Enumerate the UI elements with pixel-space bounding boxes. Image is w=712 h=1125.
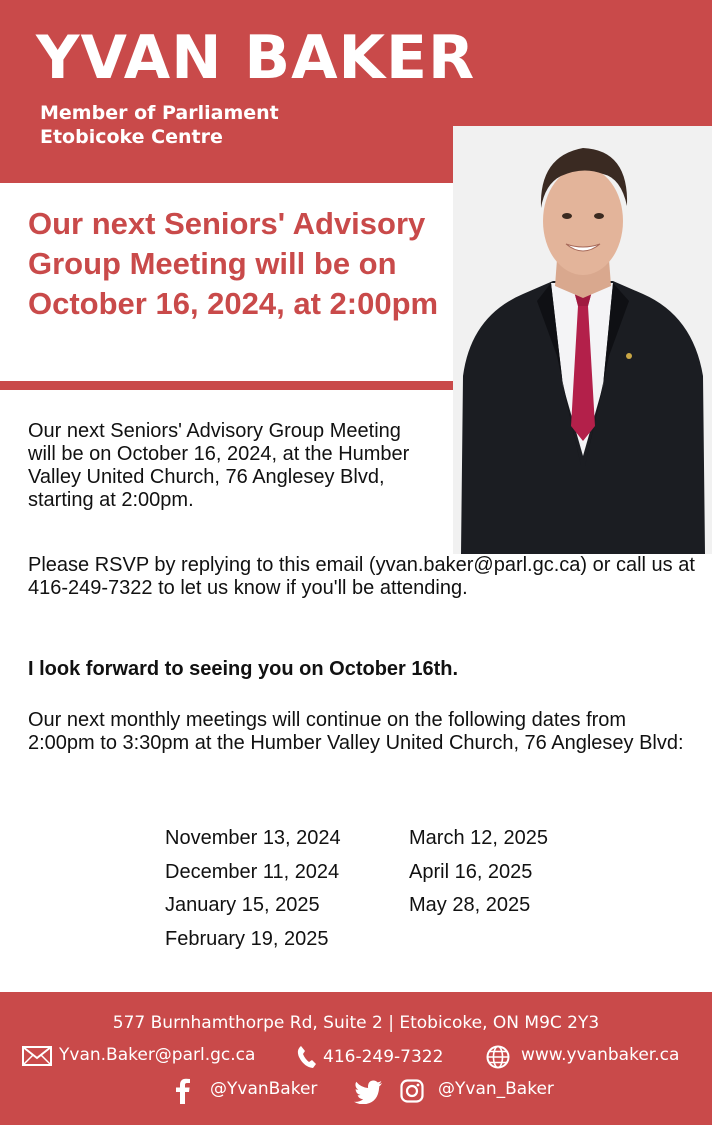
- phone-icon: [296, 1045, 316, 1073]
- list-item: February 19, 2025: [165, 927, 329, 950]
- facebook-icon[interactable]: [176, 1078, 190, 1108]
- envelope-icon: [22, 1046, 52, 1070]
- future-meetings-paragraph: Our next monthly meetings will continue on the following dates from 2:00pm to 3:30pm at the Humber Valley United Church, 76 Anglesey Blvd:: [28, 709, 684, 754]
- list-item: April 16, 2025: [409, 860, 533, 883]
- list-item: May 28, 2025: [409, 894, 531, 916]
- instagram-handle[interactable]: @Yvan_Baker: [438, 1079, 554, 1099]
- dates-list-left: [165, 822, 341, 956]
- office-address: 577 Burnhamthorpe Rd, Suite 2 | Etobicoke, ON M9C 2Y3: [112, 1013, 600, 1033]
- mp-name: YVAN BAKER: [36, 23, 476, 93]
- twitter-icon[interactable]: [353, 1080, 383, 1108]
- closing-paragraph: I look forward to seeing you on October 16th.: [28, 658, 459, 680]
- rsvp-paragraph: Please RSVP by replying to this email (yvan.baker@parl.gc.ca) or call us at 416-249-7322 to let us know if you'll be attending.: [28, 554, 695, 599]
- list-item: January 15, 2025: [165, 894, 320, 916]
- list-item: November 13, 2024: [165, 827, 341, 849]
- dates-list-right: [409, 822, 548, 923]
- mp-title: Member of Parliament: [40, 102, 279, 124]
- mp-riding: Etobicoke Centre: [40, 126, 223, 148]
- instagram-icon[interactable]: [400, 1079, 424, 1107]
- meeting-details-paragraph: Our next Seniors' Advisory Group Meeting will be on October 16, 2024, at the Humber Valley United Church, 76 Anglesey Blvd, starting at 2:00pm.: [28, 420, 410, 511]
- list-item: March 12, 2025: [409, 827, 548, 849]
- portrait-photo: [453, 126, 712, 554]
- footer: [0, 992, 712, 1125]
- meeting-headline: Our next Seniors' Advisory Group Meeting will be on October 16, 2024, at 2:00pm: [28, 206, 439, 321]
- divider: [0, 381, 453, 390]
- email-link[interactable]: Yvan.Baker@parl.gc.ca: [59, 1045, 256, 1065]
- website-link[interactable]: www.yvanbaker.ca: [521, 1045, 680, 1065]
- list-item: December 11, 2024: [165, 860, 340, 883]
- globe-icon: [486, 1045, 510, 1073]
- facebook-handle[interactable]: @YvanBaker: [210, 1079, 318, 1099]
- phone-number[interactable]: 416-249-7322: [323, 1047, 444, 1067]
